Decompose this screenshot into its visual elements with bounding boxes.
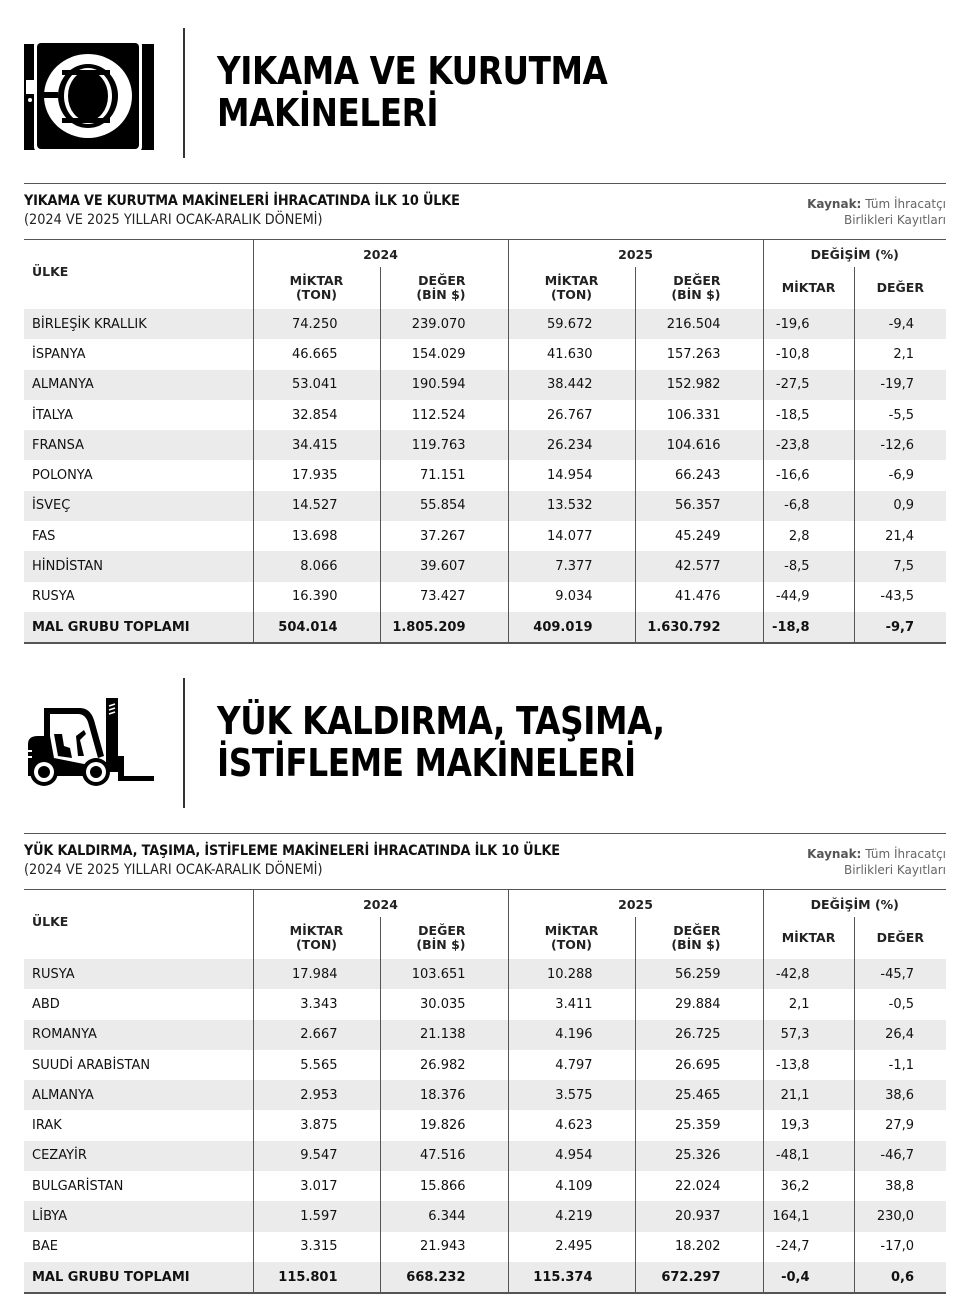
table-total-row [24,1262,946,1293]
country-cell: İTALYA [32,407,73,423]
country-cell: BİRLEŞİK KRALLIK [24,309,253,339]
change-qty-cell: 2,1 [763,989,854,1019]
qty-2025-cell: 4.797 [508,1050,635,1080]
value-2025-cell: 41.476 [635,582,763,612]
total-country-cell: MAL GRUBU TOPLAMI [24,1262,253,1293]
source-text-1: Tüm İhracatçı [865,197,946,211]
qty-2025-cell: 3.575 [508,1080,635,1110]
total-value-2025-cell: 1.630.792 [635,612,763,643]
col-header-qty-2024 [253,917,380,959]
export-table-washing-machines [24,239,946,644]
change-qty-cell: -16,6 [763,460,854,490]
value-2025-cell: 42.577 [635,551,763,581]
change-value-cell: -45,7 [854,959,946,989]
value-2024-cell: 239.070 [380,309,508,339]
qty-2025-cell: 4.109 [508,1171,635,1201]
qty-2024-cell: 32.854 [253,400,380,430]
qty-2025-cell: 38.442 [508,370,635,400]
change-value-cell: -5,5 [854,400,946,430]
table-row [24,1110,946,1140]
qty-2024-cell: 16.390 [253,582,380,612]
change-value-cell: -46,7 [854,1141,946,1171]
change-qty-cell: -42,8 [763,959,854,989]
total-value-2024-cell: 668.232 [380,1262,508,1293]
qty-2024-cell: 2.953 [253,1080,380,1110]
value-2025-cell: 26.725 [635,1020,763,1050]
country-cell: BAE [32,1239,59,1255]
qty-2025-cell: 10.288 [508,959,635,989]
total-change-value-cell: 0,6 [854,1262,946,1293]
qty-2024-cell: 3.017 [253,1171,380,1201]
total-value-2024-cell: 1.805.209 [380,612,508,643]
col-header-value-2025 [635,267,763,309]
qty-2025-cell: 14.954 [508,460,635,490]
change-qty-cell: -13,8 [763,1050,854,1080]
value-2024-cell: 39.607 [380,551,508,581]
change-value-cell: -9,4 [854,309,946,339]
value-2025-cell: 22.024 [635,1171,763,1201]
col-header-value-2024 [380,917,508,959]
change-qty-cell: -44,9 [763,582,854,612]
qty-2025-cell: 26.234 [508,430,635,460]
change-qty-cell: 2,8 [763,521,854,551]
qty-2025-cell: 9.034 [508,582,635,612]
qty-2025-cell: 13.532 [508,491,635,521]
section-2-hero [0,678,966,808]
washing-machine-icon [24,40,154,156]
table-row [24,1020,946,1050]
export-table-forklifts [24,889,946,1294]
source-text-2: Birlikleri Kayıtları [843,863,946,877]
table-1-header [24,183,946,240]
change-qty-cell: -18,5 [763,400,854,430]
country-cell: POLONYA [32,468,93,484]
col-header-value-2024 [380,267,508,309]
value-2024-cell: 6.344 [380,1201,508,1231]
col-header-value-2025 [635,917,763,959]
qty-2024-cell: 46.665 [253,339,380,369]
qty-unit: (TON) [295,937,338,952]
table-row [24,1201,946,1231]
qty-2025-cell: 4.623 [508,1110,635,1140]
change-qty-cell: 164,1 [763,1201,854,1231]
col-header-qty-2024 [253,267,380,309]
change-qty-cell: -6,8 [763,491,854,521]
value-2025-cell: 56.259 [635,959,763,989]
value-2024-cell: 21.138 [380,1020,508,1050]
table-body [24,309,946,643]
col-header-country: ÜLKE [24,890,253,960]
col-header-change-qty: MİKTAR [763,917,854,959]
qty-2024-cell: 3.315 [253,1232,380,1262]
change-value-cell: 0,9 [854,491,946,521]
table-row [24,1050,946,1080]
qty-2024-cell: 5.565 [253,1050,380,1080]
table-row [24,1141,946,1171]
value-label: DEĞER [673,273,721,288]
value-2024-cell: 21.943 [380,1232,508,1262]
value-unit: (BİN $) [416,937,466,952]
section-title-line-1: YIKAMA VE KURUTMA [217,49,608,93]
qty-2025-cell: 7.377 [508,551,635,581]
value-2024-cell: 18.376 [380,1080,508,1110]
value-2025-cell: 56.357 [635,491,763,521]
change-value-cell: -19,7 [854,370,946,400]
change-qty-cell: -23,8 [763,430,854,460]
change-qty-cell: 19,3 [763,1110,854,1140]
change-qty-cell: -27,5 [763,370,854,400]
country-cell: LİBYA [24,1201,253,1231]
change-value-cell: -17,0 [854,1232,946,1262]
value-2024-cell: 103.651 [380,959,508,989]
value-2024-cell: 26.982 [380,1050,508,1080]
change-value-cell: 7,5 [854,551,946,581]
value-2025-cell: 25.465 [635,1080,763,1110]
qty-2024-cell: 9.547 [253,1141,380,1171]
col-header-2024: 2024 [253,240,508,268]
qty-2024-cell: 17.984 [253,959,380,989]
change-value-cell: 230,0 [854,1201,946,1231]
change-value-cell: -43,5 [854,582,946,612]
value-2025-cell: 216.504 [635,309,763,339]
change-value-cell: 26,4 [854,1020,946,1050]
value-2025-cell: 45.249 [635,521,763,551]
value-2025-cell: 106.331 [635,400,763,430]
qty-2024-cell: 2.667 [253,1020,380,1050]
qty-2025-cell: 4.196 [508,1020,635,1050]
value-2025-cell: 25.359 [635,1110,763,1140]
value-label: DEĞER [418,273,466,288]
value-2025-cell: 25.326 [635,1141,763,1171]
value-2024-cell: 15.866 [380,1171,508,1201]
country-cell: İSPANYA [32,346,86,362]
source-note [807,846,946,878]
country-cell: ROMANYA [24,1020,253,1050]
value-2025-cell: 104.616 [635,430,763,460]
value-2024-cell: 71.151 [380,460,508,490]
qty-unit: (TON) [295,287,338,302]
qty-label: MİKTAR [544,923,599,938]
total-qty-2024-cell: 115.801 [253,1262,380,1293]
value-2025-cell: 152.982 [635,370,763,400]
country-cell: SUUDİ ARABİSTAN [32,1057,151,1073]
table-total-row [24,612,946,643]
qty-unit: (TON) [550,937,593,952]
change-qty-cell: -10,8 [763,339,854,369]
qty-2025-cell: 4.219 [508,1201,635,1231]
country-cell: İSVEÇ [24,491,253,521]
table-row [24,989,946,1019]
table-row [24,400,946,430]
section-title-line-2: İSTİFLEME MAKİNELERİ [217,741,636,785]
section-1-hero [0,28,966,158]
change-value-cell: -12,6 [854,430,946,460]
table-row [24,1080,946,1110]
table-row [24,309,946,339]
source-note [807,196,946,228]
qty-2025-cell: 3.411 [508,989,635,1019]
country-cell: BULGARİSTAN [32,1178,124,1194]
table-row [24,460,946,490]
value-unit: (BİN $) [416,287,466,302]
country-cell: FRANSA [24,430,253,460]
col-header-country: ÜLKE [24,240,253,310]
qty-unit: (TON) [550,287,593,302]
source-text-2: Birlikleri Kayıtları [843,213,946,227]
value-2024-cell: 73.427 [380,582,508,612]
value-2025-cell: 20.937 [635,1201,763,1231]
table-subtitle: (2024 VE 2025 YILLARI OCAK-ARALIK DÖNEMİ) [24,862,323,878]
table-row [24,370,946,400]
change-value-cell: -6,9 [854,460,946,490]
change-qty-cell: -24,7 [763,1232,854,1262]
col-header-change: DEĞİŞİM (%) [763,240,946,268]
qty-label: MİKTAR [289,923,344,938]
qty-2024-cell: 13.698 [253,521,380,551]
qty-2025-cell: 14.077 [508,521,635,551]
divider [183,28,185,158]
forklift-icon [24,696,156,792]
qty-2025-cell: 41.630 [508,339,635,369]
change-qty-cell: 21,1 [763,1080,854,1110]
table-2-header [24,833,946,890]
change-qty-cell: 36,2 [763,1171,854,1201]
col-header-2024: 2024 [253,890,508,918]
value-2025-cell: 18.202 [635,1232,763,1262]
table-row [24,521,946,551]
change-value-cell: 21,4 [854,521,946,551]
table-row [24,491,946,521]
change-qty-cell: -48,1 [763,1141,854,1171]
country-cell: RUSYA [32,589,75,605]
country-cell: HİNDİSTAN [24,551,253,581]
change-qty-cell: -8,5 [763,551,854,581]
col-header-2025: 2025 [508,240,763,268]
qty-2024-cell: 3.875 [253,1110,380,1140]
country-cell: FAS [32,528,56,544]
qty-label: MİKTAR [544,273,599,288]
section-title-line-1: YÜK KALDIRMA, TAŞIMA, [217,699,665,743]
total-value-2025-cell: 672.297 [635,1262,763,1293]
table-row [24,959,946,989]
value-2025-cell: 157.263 [635,339,763,369]
value-2024-cell: 119.763 [380,430,508,460]
value-2024-cell: 154.029 [380,339,508,369]
qty-2024-cell: 8.066 [253,551,380,581]
value-2025-cell: 66.243 [635,460,763,490]
source-label: Kaynak: [807,847,862,861]
col-header-qty-2025 [508,267,635,309]
qty-label: MİKTAR [289,273,344,288]
value-2025-cell: 26.695 [635,1050,763,1080]
table-row [24,551,946,581]
source-text-1: Tüm İhracatçı [865,847,946,861]
total-country-cell: MAL GRUBU TOPLAMI [24,612,253,643]
table-subtitle: (2024 VE 2025 YILLARI OCAK-ARALIK DÖNEMİ) [24,212,323,228]
total-change-qty-cell: -0,4 [763,1262,854,1293]
country-cell: ABD [32,996,60,1012]
total-qty-2024-cell: 504.014 [253,612,380,643]
value-unit: (BİN $) [671,287,721,302]
col-header-change-value: DEĞER [854,267,946,309]
change-value-cell: -0,5 [854,989,946,1019]
value-2024-cell: 47.516 [380,1141,508,1171]
total-change-qty-cell: -18,8 [763,612,854,643]
section-title [217,700,665,784]
country-cell: IRAK [32,1118,62,1134]
qty-2024-cell: 1.597 [253,1201,380,1231]
col-header-qty-2025 [508,917,635,959]
table-row [24,430,946,460]
table-title: YÜK KALDIRMA, TAŞIMA, İSTİFLEME MAKİNELERİ İHRACATINDA İLK 10 ÜLKE [24,843,560,859]
source-label: Kaynak: [807,197,862,211]
col-header-change-value: DEĞER [854,917,946,959]
change-value-cell: 2,1 [854,339,946,369]
value-label: DEĞER [418,923,466,938]
total-change-value-cell: -9,7 [854,612,946,643]
value-2025-cell: 29.884 [635,989,763,1019]
qty-2024-cell: 17.935 [253,460,380,490]
table-row [24,1232,946,1262]
section-title-line-2: MAKİNELERİ [217,91,439,135]
change-qty-cell: 57,3 [763,1020,854,1050]
change-value-cell: 38,8 [854,1171,946,1201]
value-2024-cell: 112.524 [380,400,508,430]
qty-2025-cell: 59.672 [508,309,635,339]
divider [183,678,185,808]
value-2024-cell: 19.826 [380,1110,508,1140]
qty-2024-cell: 53.041 [253,370,380,400]
col-header-change: DEĞİŞİM (%) [763,890,946,918]
value-label: DEĞER [673,923,721,938]
total-qty-2025-cell: 115.374 [508,1262,635,1293]
change-value-cell: -1,1 [854,1050,946,1080]
change-value-cell: 27,9 [854,1110,946,1140]
qty-2024-cell: 74.250 [253,309,380,339]
qty-2025-cell: 2.495 [508,1232,635,1262]
value-2024-cell: 30.035 [380,989,508,1019]
qty-2024-cell: 14.527 [253,491,380,521]
value-2024-cell: 37.267 [380,521,508,551]
value-2024-cell: 190.594 [380,370,508,400]
table-title: YIKAMA VE KURUTMA MAKİNELERİ İHRACATINDA İLK 10 ÜLKE [24,193,460,209]
table-row [24,1171,946,1201]
value-2024-cell: 55.854 [380,491,508,521]
table-row [24,339,946,369]
table-body [24,959,946,1293]
change-qty-cell: -19,6 [763,309,854,339]
value-unit: (BİN $) [671,937,721,952]
total-qty-2025-cell: 409.019 [508,612,635,643]
qty-2025-cell: 4.954 [508,1141,635,1171]
table-row [24,582,946,612]
col-header-change-qty: MİKTAR [763,267,854,309]
qty-2024-cell: 3.343 [253,989,380,1019]
country-cell: ALMANYA [24,370,253,400]
country-cell: RUSYA [24,959,253,989]
country-cell: CEZAYİR [24,1141,253,1171]
section-title [217,50,607,134]
qty-2025-cell: 26.767 [508,400,635,430]
change-value-cell: 38,6 [854,1080,946,1110]
col-header-2025: 2025 [508,890,763,918]
qty-2024-cell: 34.415 [253,430,380,460]
country-cell: ALMANYA [24,1080,253,1110]
